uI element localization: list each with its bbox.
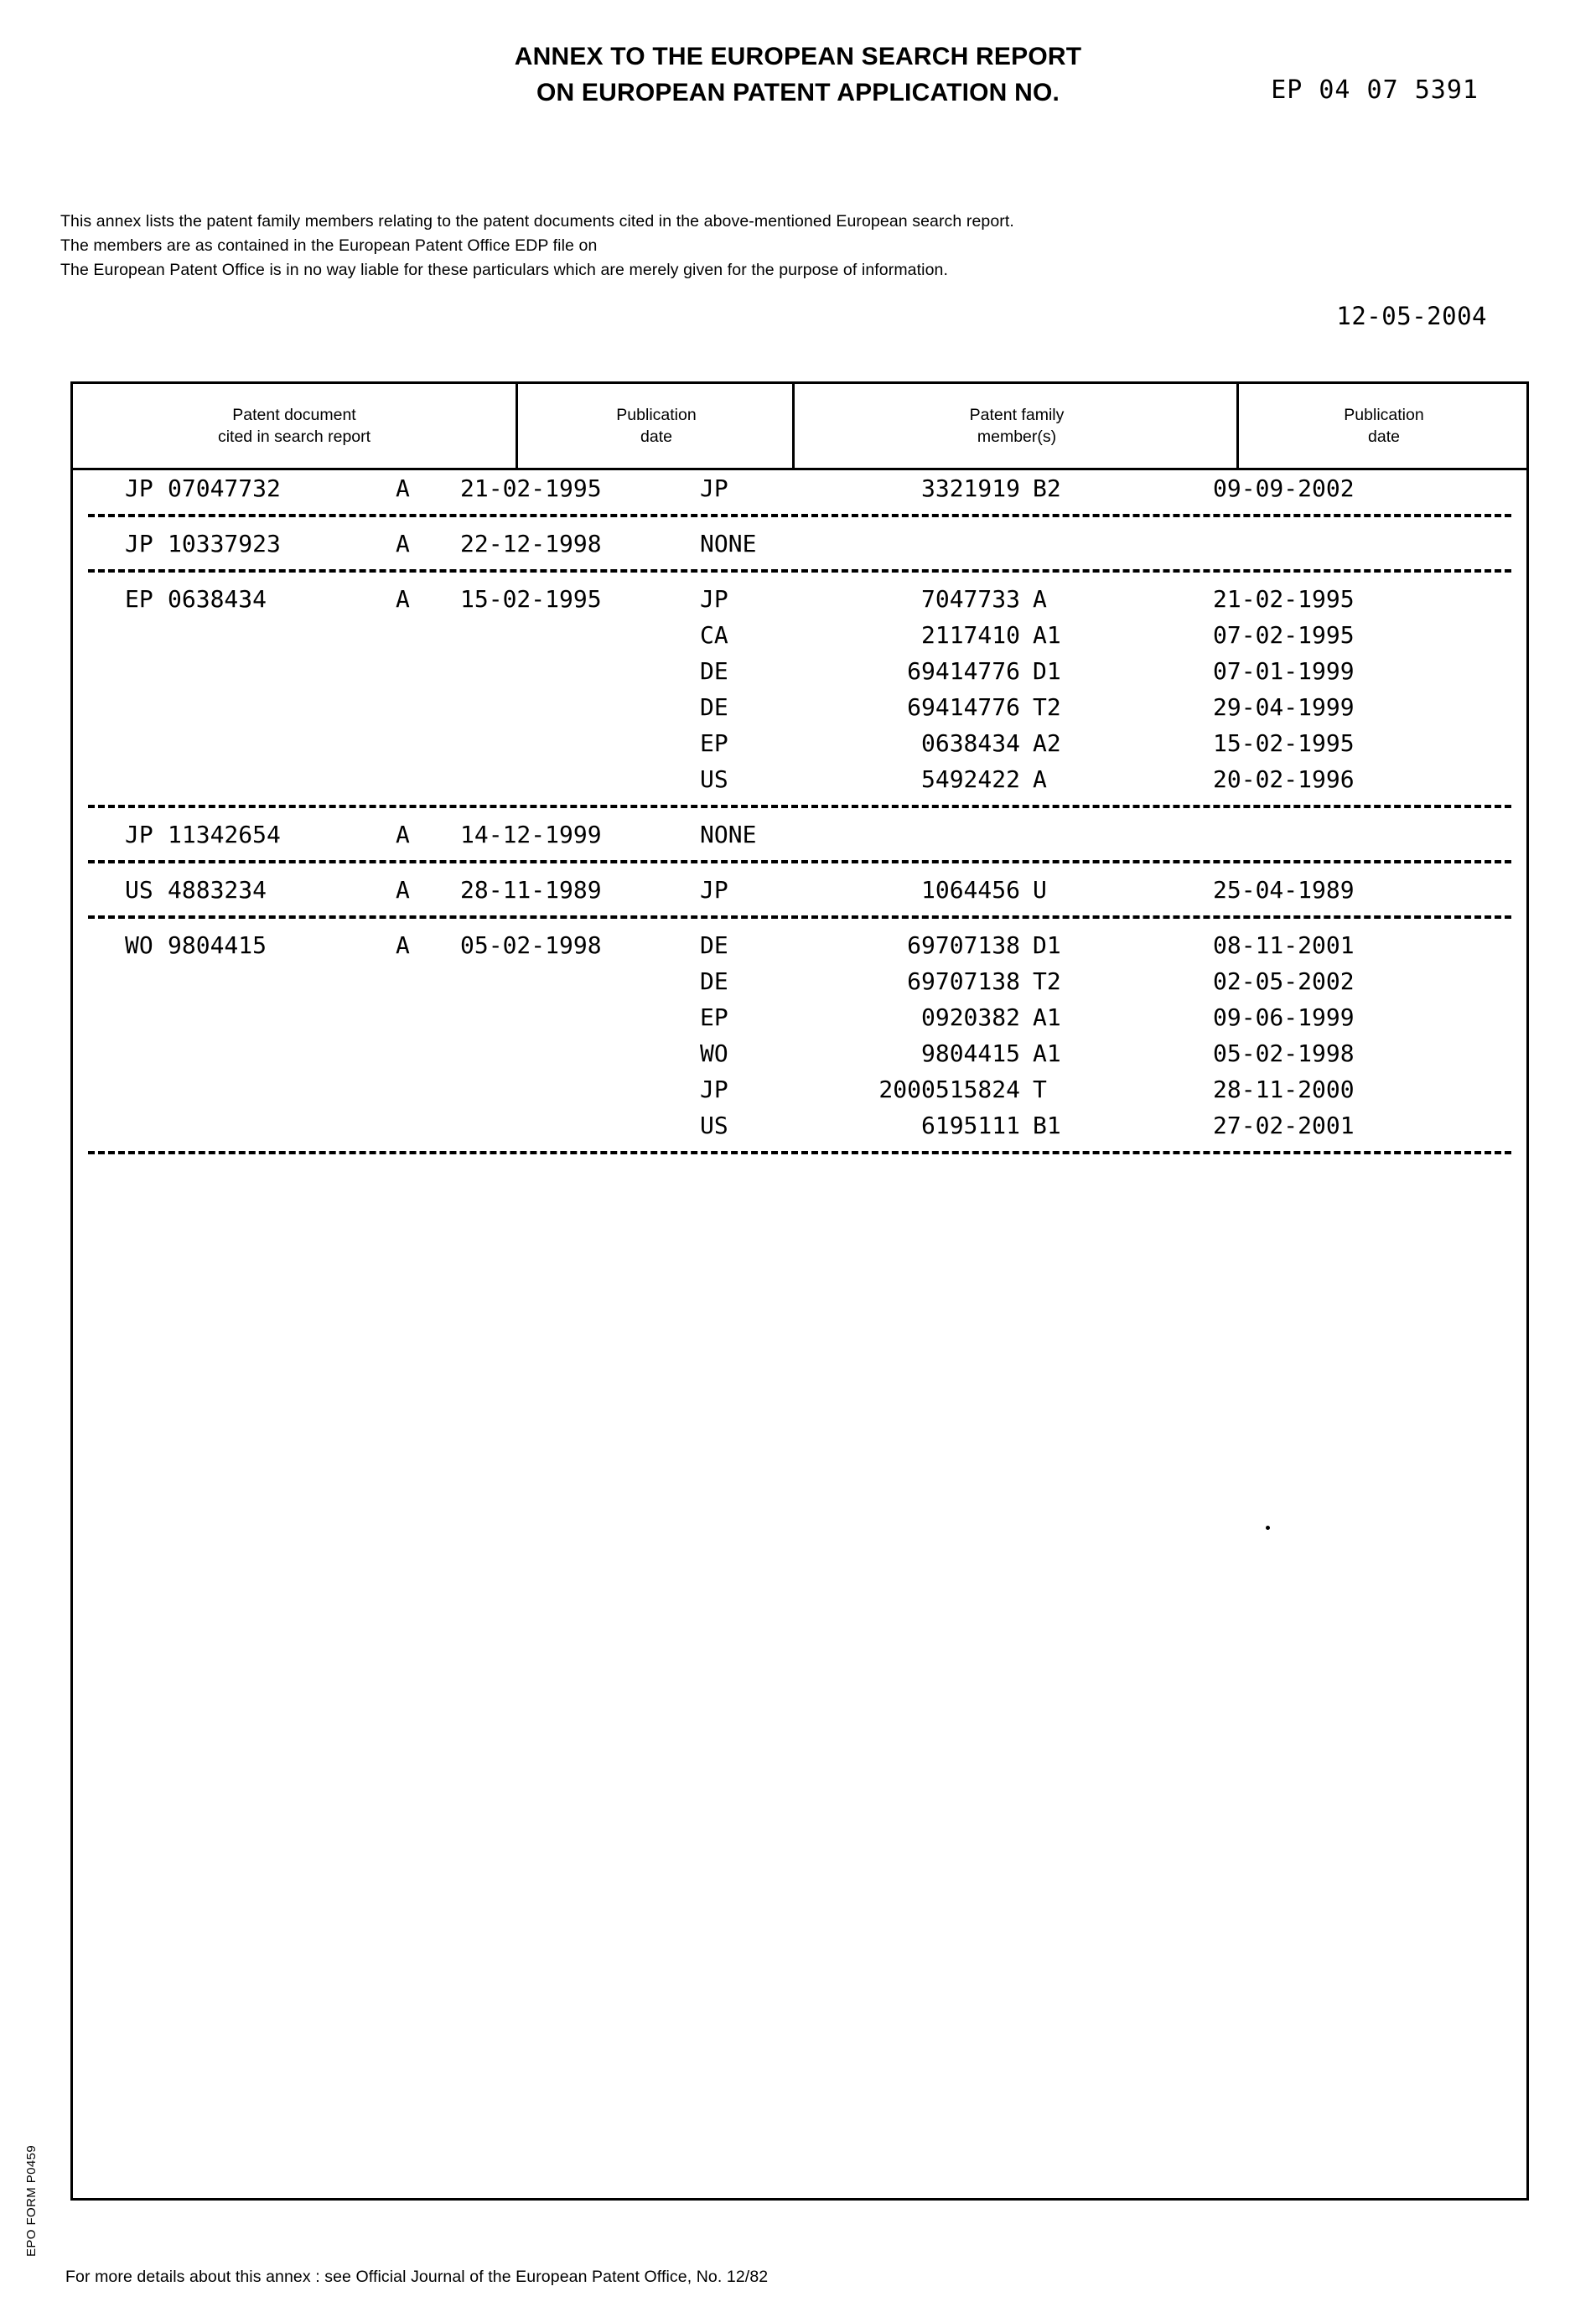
cited-number: 11342654 [168, 821, 281, 848]
intro-line-2: The members are as contained in the European Patent Office EDP file on [60, 236, 598, 255]
family-publication-date: 28-11-2000 [1213, 1076, 1355, 1103]
cited-kind-code: A [396, 530, 410, 557]
table-row-group [73, 872, 1526, 908]
cited-publication-date: 15-02-1995 [460, 585, 602, 613]
family-publication-date: 05-02-1998 [1213, 1039, 1355, 1067]
row-separator [88, 514, 1511, 517]
column-header-publication-date: Publication date [516, 384, 795, 468]
patent-family-table [70, 381, 1529, 2201]
family-number: 0638434 [920, 729, 1020, 757]
cited-kind-code: A [396, 931, 410, 959]
row-separator [88, 805, 1511, 808]
annex-date: 12-05-2004 [1336, 302, 1487, 330]
family-kind-code: A1 [1033, 1003, 1061, 1031]
family-country: DE [700, 657, 728, 685]
family-kind-code: A [1033, 765, 1047, 793]
table-row [73, 689, 1526, 725]
intro-line-1: This annex lists the patent family members relating to the patent documents cited in the above-mentioned European search report. [60, 212, 1014, 231]
cited-kind-code: A [396, 585, 410, 613]
row-separator [88, 860, 1511, 863]
cited-publication-date: 05-02-1998 [460, 931, 602, 959]
cited-country: JP [125, 530, 153, 557]
table-row [73, 999, 1526, 1035]
table-header-row [73, 384, 1526, 470]
application-number: EP 04 07 5391 [1271, 75, 1479, 105]
intro-line-3: The European Patent Office is in no way liable for these particulars which are merely given for the purpose of information. [60, 261, 948, 279]
table-row [73, 1071, 1526, 1107]
family-publication-date: 08-11-2001 [1213, 931, 1355, 959]
family-country: EP [700, 1003, 728, 1031]
family-kind-code: A1 [1033, 1039, 1061, 1067]
table-row [73, 617, 1526, 653]
family-country: JP [700, 474, 728, 502]
family-kind-code: A2 [1033, 729, 1061, 757]
table-row [73, 761, 1526, 797]
family-number: 5492422 [920, 765, 1020, 793]
family-country: WO [700, 1039, 728, 1067]
table-row [73, 872, 1526, 908]
column-header-patent-family: Patent family member(s) [792, 384, 1239, 468]
family-kind-code: D1 [1033, 931, 1061, 959]
table-row [73, 581, 1526, 617]
family-number: 69707138 [907, 931, 1020, 959]
family-kind-code: D1 [1033, 657, 1061, 685]
family-number: 0920382 [920, 1003, 1020, 1031]
family-number: 69414776 [907, 693, 1020, 721]
table-row [73, 927, 1526, 963]
cited-country: JP [125, 821, 153, 848]
cited-publication-date: 14-12-1999 [460, 821, 602, 848]
form-identifier: EPO FORM P0459 [24, 2144, 39, 2257]
family-country: EP [700, 729, 728, 757]
family-publication-date: 29-04-1999 [1213, 693, 1355, 721]
page-title-line-2: ON EUROPEAN PATENT APPLICATION NO. [536, 79, 1060, 106]
family-publication-date: 07-02-1995 [1213, 621, 1355, 649]
table-row-group [73, 581, 1526, 797]
cited-number: 10337923 [168, 530, 281, 557]
family-number: 69707138 [907, 967, 1020, 995]
family-number: 69414776 [907, 657, 1020, 685]
family-country: DE [700, 967, 728, 995]
stray-mark [1266, 1526, 1270, 1530]
family-publication-date: 27-02-2001 [1213, 1112, 1355, 1139]
family-country: CA [700, 621, 728, 649]
family-kind-code: T2 [1033, 967, 1061, 995]
family-number: 1064456 [920, 876, 1020, 904]
family-publication-date: 21-02-1995 [1213, 585, 1355, 613]
family-country: NONE [700, 821, 757, 848]
page-title-line-1: ANNEX TO THE EUROPEAN SEARCH REPORT [514, 43, 1082, 70]
table-row [73, 653, 1526, 689]
family-number: 3321919 [920, 474, 1020, 502]
table-row-group [73, 927, 1526, 1143]
cited-kind-code: A [396, 821, 410, 848]
family-kind-code: A1 [1033, 621, 1061, 649]
family-number: 2117410 [920, 621, 1020, 649]
cited-publication-date: 28-11-1989 [460, 876, 602, 904]
cited-number: 9804415 [168, 931, 267, 959]
table-row [73, 526, 1526, 562]
family-country: DE [700, 931, 728, 959]
family-kind-code: T [1033, 1076, 1047, 1103]
cited-country: WO [125, 931, 153, 959]
family-publication-date: 15-02-1995 [1213, 729, 1355, 757]
family-country: JP [700, 876, 728, 904]
table-row [73, 817, 1526, 853]
family-country: JP [700, 585, 728, 613]
column-header-family-publication-date: Publication date [1236, 384, 1529, 468]
row-separator [88, 915, 1511, 919]
family-publication-date: 09-09-2002 [1213, 474, 1355, 502]
cited-number: 0638434 [168, 585, 267, 613]
cited-kind-code: A [396, 876, 410, 904]
table-row [73, 725, 1526, 761]
cited-publication-date: 22-12-1998 [460, 530, 602, 557]
family-kind-code: T2 [1033, 693, 1061, 721]
table-row [73, 1107, 1526, 1143]
row-separator [88, 1151, 1511, 1154]
family-kind-code: U [1033, 876, 1047, 904]
family-number: 2000515824 [878, 1076, 1020, 1103]
family-country: DE [700, 693, 728, 721]
family-country: NONE [700, 530, 757, 557]
family-publication-date: 25-04-1989 [1213, 876, 1355, 904]
table-row [73, 1035, 1526, 1071]
family-country: US [700, 765, 728, 793]
footer-note: For more details about this annex : see Official Journal of the European Patent Office, No. 12/82 [65, 2268, 769, 2286]
cited-number: 07047732 [168, 474, 281, 502]
family-publication-date: 02-05-2002 [1213, 967, 1355, 995]
cited-publication-date: 21-02-1995 [460, 474, 602, 502]
family-kind-code: A [1033, 585, 1047, 613]
family-publication-date: 07-01-1999 [1213, 657, 1355, 685]
family-number: 7047733 [920, 585, 1020, 613]
row-separator [88, 569, 1511, 573]
intro-paragraph [60, 210, 1536, 283]
family-publication-date: 20-02-1996 [1213, 765, 1355, 793]
family-number: 9804415 [920, 1039, 1020, 1067]
family-country: US [700, 1112, 728, 1139]
table-row [73, 470, 1526, 506]
cited-kind-code: A [396, 474, 410, 502]
family-kind-code: B1 [1033, 1112, 1061, 1139]
cited-country: JP [125, 474, 153, 502]
table-row [73, 963, 1526, 999]
family-publication-date: 09-06-1999 [1213, 1003, 1355, 1031]
table-row-group [73, 817, 1526, 853]
table-row-group [73, 470, 1526, 506]
cited-country: US [125, 876, 153, 904]
cited-country: EP [125, 585, 153, 613]
column-header-cited-document: Patent document cited in search report [217, 406, 371, 446]
family-number: 6195111 [920, 1112, 1020, 1139]
family-kind-code: B2 [1033, 474, 1061, 502]
family-country: JP [700, 1076, 728, 1103]
cited-number: 4883234 [168, 876, 267, 904]
table-row-group [73, 526, 1526, 562]
table-body [73, 470, 1526, 1154]
